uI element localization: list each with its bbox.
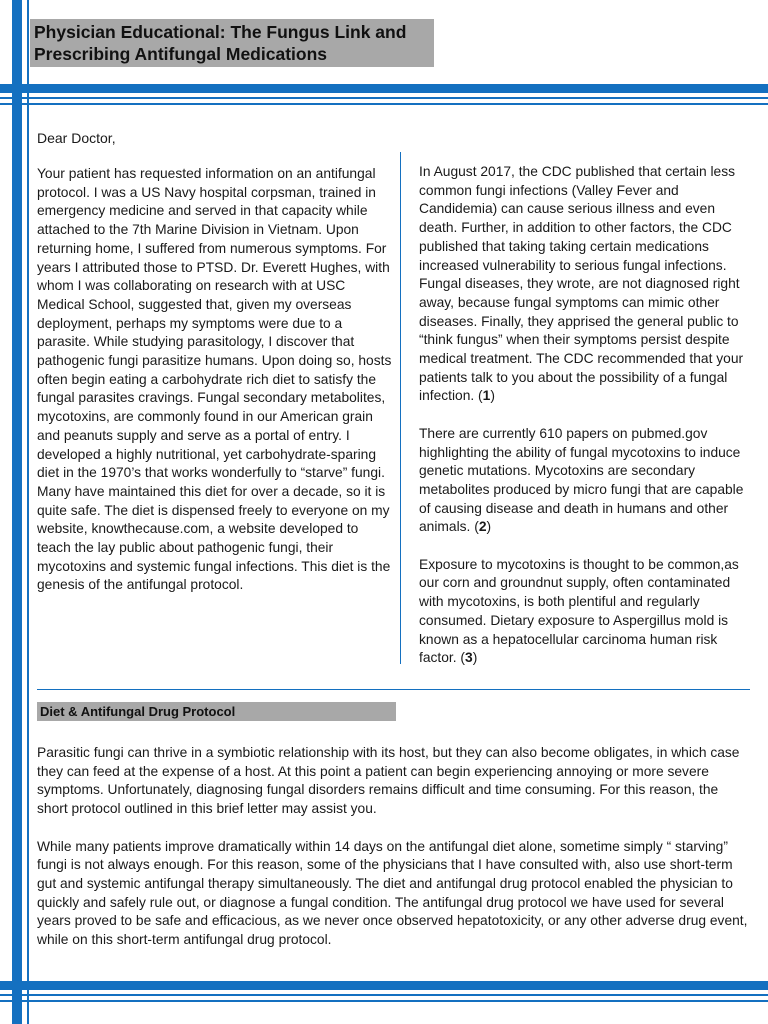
left-border-bar [12, 0, 22, 1024]
protocol-paragraph-1: Parasitic fungi can thrive in a symbiotic relationship with its host, but they can also become obligates, in which case they can feed at the expense of a host. At this point a patient can begin experiencing annoying or more severe symptoms. Unfortunately, diagnosing fungal disorders remains difficult and time consuming. For this reason, the short protocol outlined in this brief letter may assist you. [37, 745, 740, 817]
title-line-1: Physician Educational: The Fungus Link and [34, 22, 407, 42]
protocol-paragraph-2: While many patients improve dramatically within 14 days on the antifungal diet alone, sometime simply “ starving” fungi is not always enough. For this reason, some of the physicians that I have consulted with, also use short-term gut and systemic antifungal therapy simultaneously. The diet and antifungal drug protocol enabled the physician to quickly and safely rule out, or diagnose a fungal condition. The antifungal drug protocol we have used for several years proved to be safe and efficacious, as we never once observed hepatotoxicity, or any other adverse drug event, while on this short-term antifungal drug protocol. [37, 838, 748, 948]
document-title [30, 19, 434, 67]
reference-1: 1 [482, 388, 491, 404]
pubmed-paragraph: There are currently 610 papers on pubmed.gov highlighting the ability of fungal mycotoxins to induce genetic mutations. Mycotoxins are secondary metabolites produced by micro fungi that are capable of causing disease and death in humans and other animals. (2) [419, 425, 744, 535]
protocol-heading: Diet & Antifungal Drug Protocol [37, 702, 396, 721]
left-column [37, 165, 395, 614]
greeting: Dear Doctor, [37, 130, 116, 146]
left-border-line [27, 0, 29, 1024]
protocol-body [37, 744, 752, 968]
intro-paragraph: Your patient has requested information on an antifungal protocol. I was a US Navy hospital corpsman, trained in emergency medicine and served in that capacity while attached to the 7th Marine Division in Vietnam. Upon returning home, I suffered from numerous symptoms. For years I attributed those to PTSD. Dr. Everett Hughes, with whom I was collaborating on research with at USC Medical School, suggested that, given my overseas deployment, perhaps my symptoms were due to a parasite. While studying parasitology, I discover that pathogenic fungi parasitize humans. Upon doing so, hosts often begin eating a carbohydrate rich diet to satisfy the fungal parasites cravings. Fungal secondary metabolites, mycotoxins, are commonly found in our American grain and peanuts supply and serve as a portal of entry. I developed a highly nutritional, yet carbohydrate-sparing diet in the 1970’s that works wonderfully to “starve” fungi. Many have maintained this diet for over a decade, so it is quite safe. The diet is dispensed freely to everyone on my website, knowthecause.com, a website developed to teach the lay public about pathogenic fungi, their mycotoxins and systemic fungal infections. This diet is the genesis of the antifungal protocol. [37, 166, 392, 593]
section-divider [37, 689, 750, 690]
header-rule-thin-2 [0, 103, 768, 105]
exposure-paragraph: Exposure to mycotoxins is thought to be common,as our corn and groundnut supply, often contaminated with mycotoxins, is both plentiful and regularly consumed. Dietary exposure to Aspergillus mold is known as a hepatocellular carcinoma human risk factor. (3) [419, 556, 739, 666]
reference-2: 2 [478, 519, 487, 535]
header-rule-thick [0, 84, 768, 93]
footer-rule-thin-2 [0, 1000, 768, 1002]
header-rule-thin-1 [0, 97, 768, 99]
reference-3: 3 [465, 650, 473, 666]
title-line-2: Prescribing Antifungal Medications [34, 44, 327, 64]
right-column [419, 163, 754, 687]
cdc-paragraph: In August 2017, the CDC published that certain less common fungi infections (Valley Fever and Candidemia) can cause serious illness and even death. Further, in addition to other factors, the CDC published that taking taking certain medications increased vulnerability to serious fungal infections. Fungal diseases, they wrote, are not diagnosed right away, because fungal symptoms can mimic other diseases. Finally, they apprised the general public to “think fungus” when their symptoms persist despite medical treatment. The CDC recommended that your patients talk to you about the possibility of a fungal infection. (1) [419, 164, 744, 404]
footer-rule-thick [0, 981, 768, 990]
column-divider [400, 152, 401, 664]
footer-rule-thin-1 [0, 994, 768, 996]
